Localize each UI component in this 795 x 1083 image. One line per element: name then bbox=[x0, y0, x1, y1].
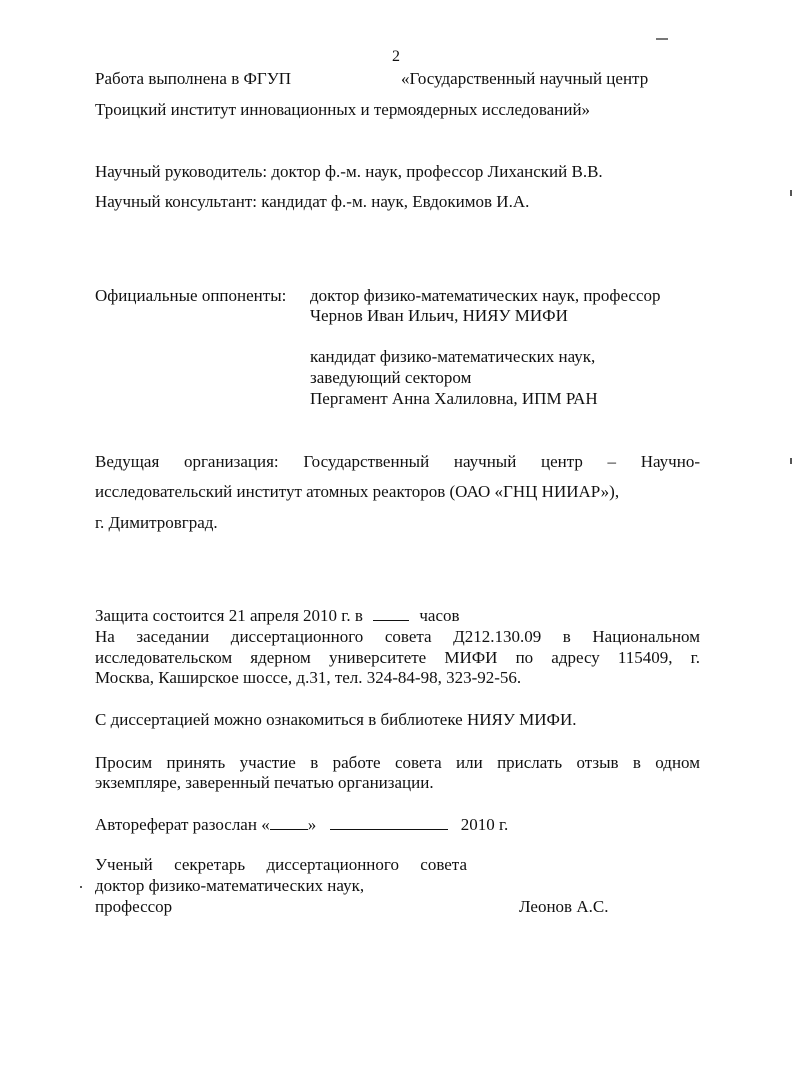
defense-hour-blank bbox=[373, 606, 409, 621]
defense-line2: На заседании диссертационного совета Д212.130.09 в Национальном bbox=[95, 627, 700, 646]
defense-date-text: Защита состоится 21 апреля 2010 г. в bbox=[95, 606, 363, 625]
mailing-month-blank bbox=[330, 815, 448, 830]
mailing-day-blank bbox=[270, 815, 308, 830]
work-done-org-line2: Троицкий институт инновационных и термоядерных исследований» bbox=[95, 100, 591, 119]
work-done-org-line1: «Государственный научный центр bbox=[401, 69, 649, 88]
opponent-2-line3: Пергамент Анна Халиловна, ИПМ РАН bbox=[310, 389, 598, 408]
page-number: 2 bbox=[392, 48, 400, 65]
mailing-text: Автореферат разослан « bbox=[95, 815, 270, 834]
secretary-line2: доктор физико-математических наук, bbox=[95, 876, 365, 895]
defense-hours-word: часов bbox=[419, 606, 460, 625]
scan-speck-right-edge bbox=[790, 190, 792, 196]
secretary-name: Леонов А.С. bbox=[519, 897, 609, 916]
library-note: С диссертацией можно ознакомиться в библиотеке НИЯУ МИФИ. bbox=[95, 710, 577, 729]
opponent-1-line2: Чернов Иван Ильич, НИЯУ МИФИ bbox=[310, 306, 568, 325]
defense-line4: Москва, Каширское шоссе, д.31, тел. 324-84-98, 323-92-56. bbox=[95, 668, 522, 687]
scan-speck-right-edge-2 bbox=[790, 458, 792, 464]
mailing-line bbox=[95, 815, 508, 835]
lead-org-line3: г. Димитровград. bbox=[95, 513, 218, 532]
mailing-close-quote: » bbox=[307, 815, 317, 834]
opponents-label: Официальные оппоненты: bbox=[95, 286, 287, 305]
opponent-1-line1: доктор физико-математических наук, профессор bbox=[310, 286, 661, 305]
opponent-2-line1: кандидат физико-математических наук, bbox=[310, 347, 596, 366]
opponent-2-line2: заведующий сектором bbox=[310, 368, 472, 387]
lead-org-line1: Ведущая организация: Государственный научный центр – Научно- bbox=[95, 452, 700, 471]
request-line2: экземпляре, заверенный печатью организации. bbox=[95, 773, 434, 792]
scientific-supervisor: Научный руководитель: доктор ф.-м. наук, профессор Лиханский В.В. bbox=[95, 162, 603, 181]
secretary-line1 bbox=[95, 855, 467, 875]
secretary-title: Ученый секретарь диссертационного совета bbox=[95, 855, 467, 874]
work-done-label: Работа выполнена в ФГУП bbox=[95, 69, 292, 88]
lead-org-line2: исследовательский институт атомных реакторов (ОАО «ГНЦ НИИАР»), bbox=[95, 482, 620, 501]
defense-line3: исследовательском ядерном университете МИФИ по адресу 115409, г. bbox=[95, 648, 700, 667]
mailing-year: 2010 г. bbox=[460, 815, 509, 834]
defense-date-line bbox=[95, 606, 460, 626]
scan-speck-left bbox=[80, 886, 82, 888]
secretary-line3: профессор bbox=[95, 897, 173, 916]
scientific-consultant: Научный консультант: кандидат ф.-м. наук, Евдокимов И.А. bbox=[95, 192, 530, 211]
request-line1: Просим принять участие в работе совета или прислать отзыв в одном bbox=[95, 753, 700, 772]
scan-speck-top-right bbox=[656, 38, 668, 40]
